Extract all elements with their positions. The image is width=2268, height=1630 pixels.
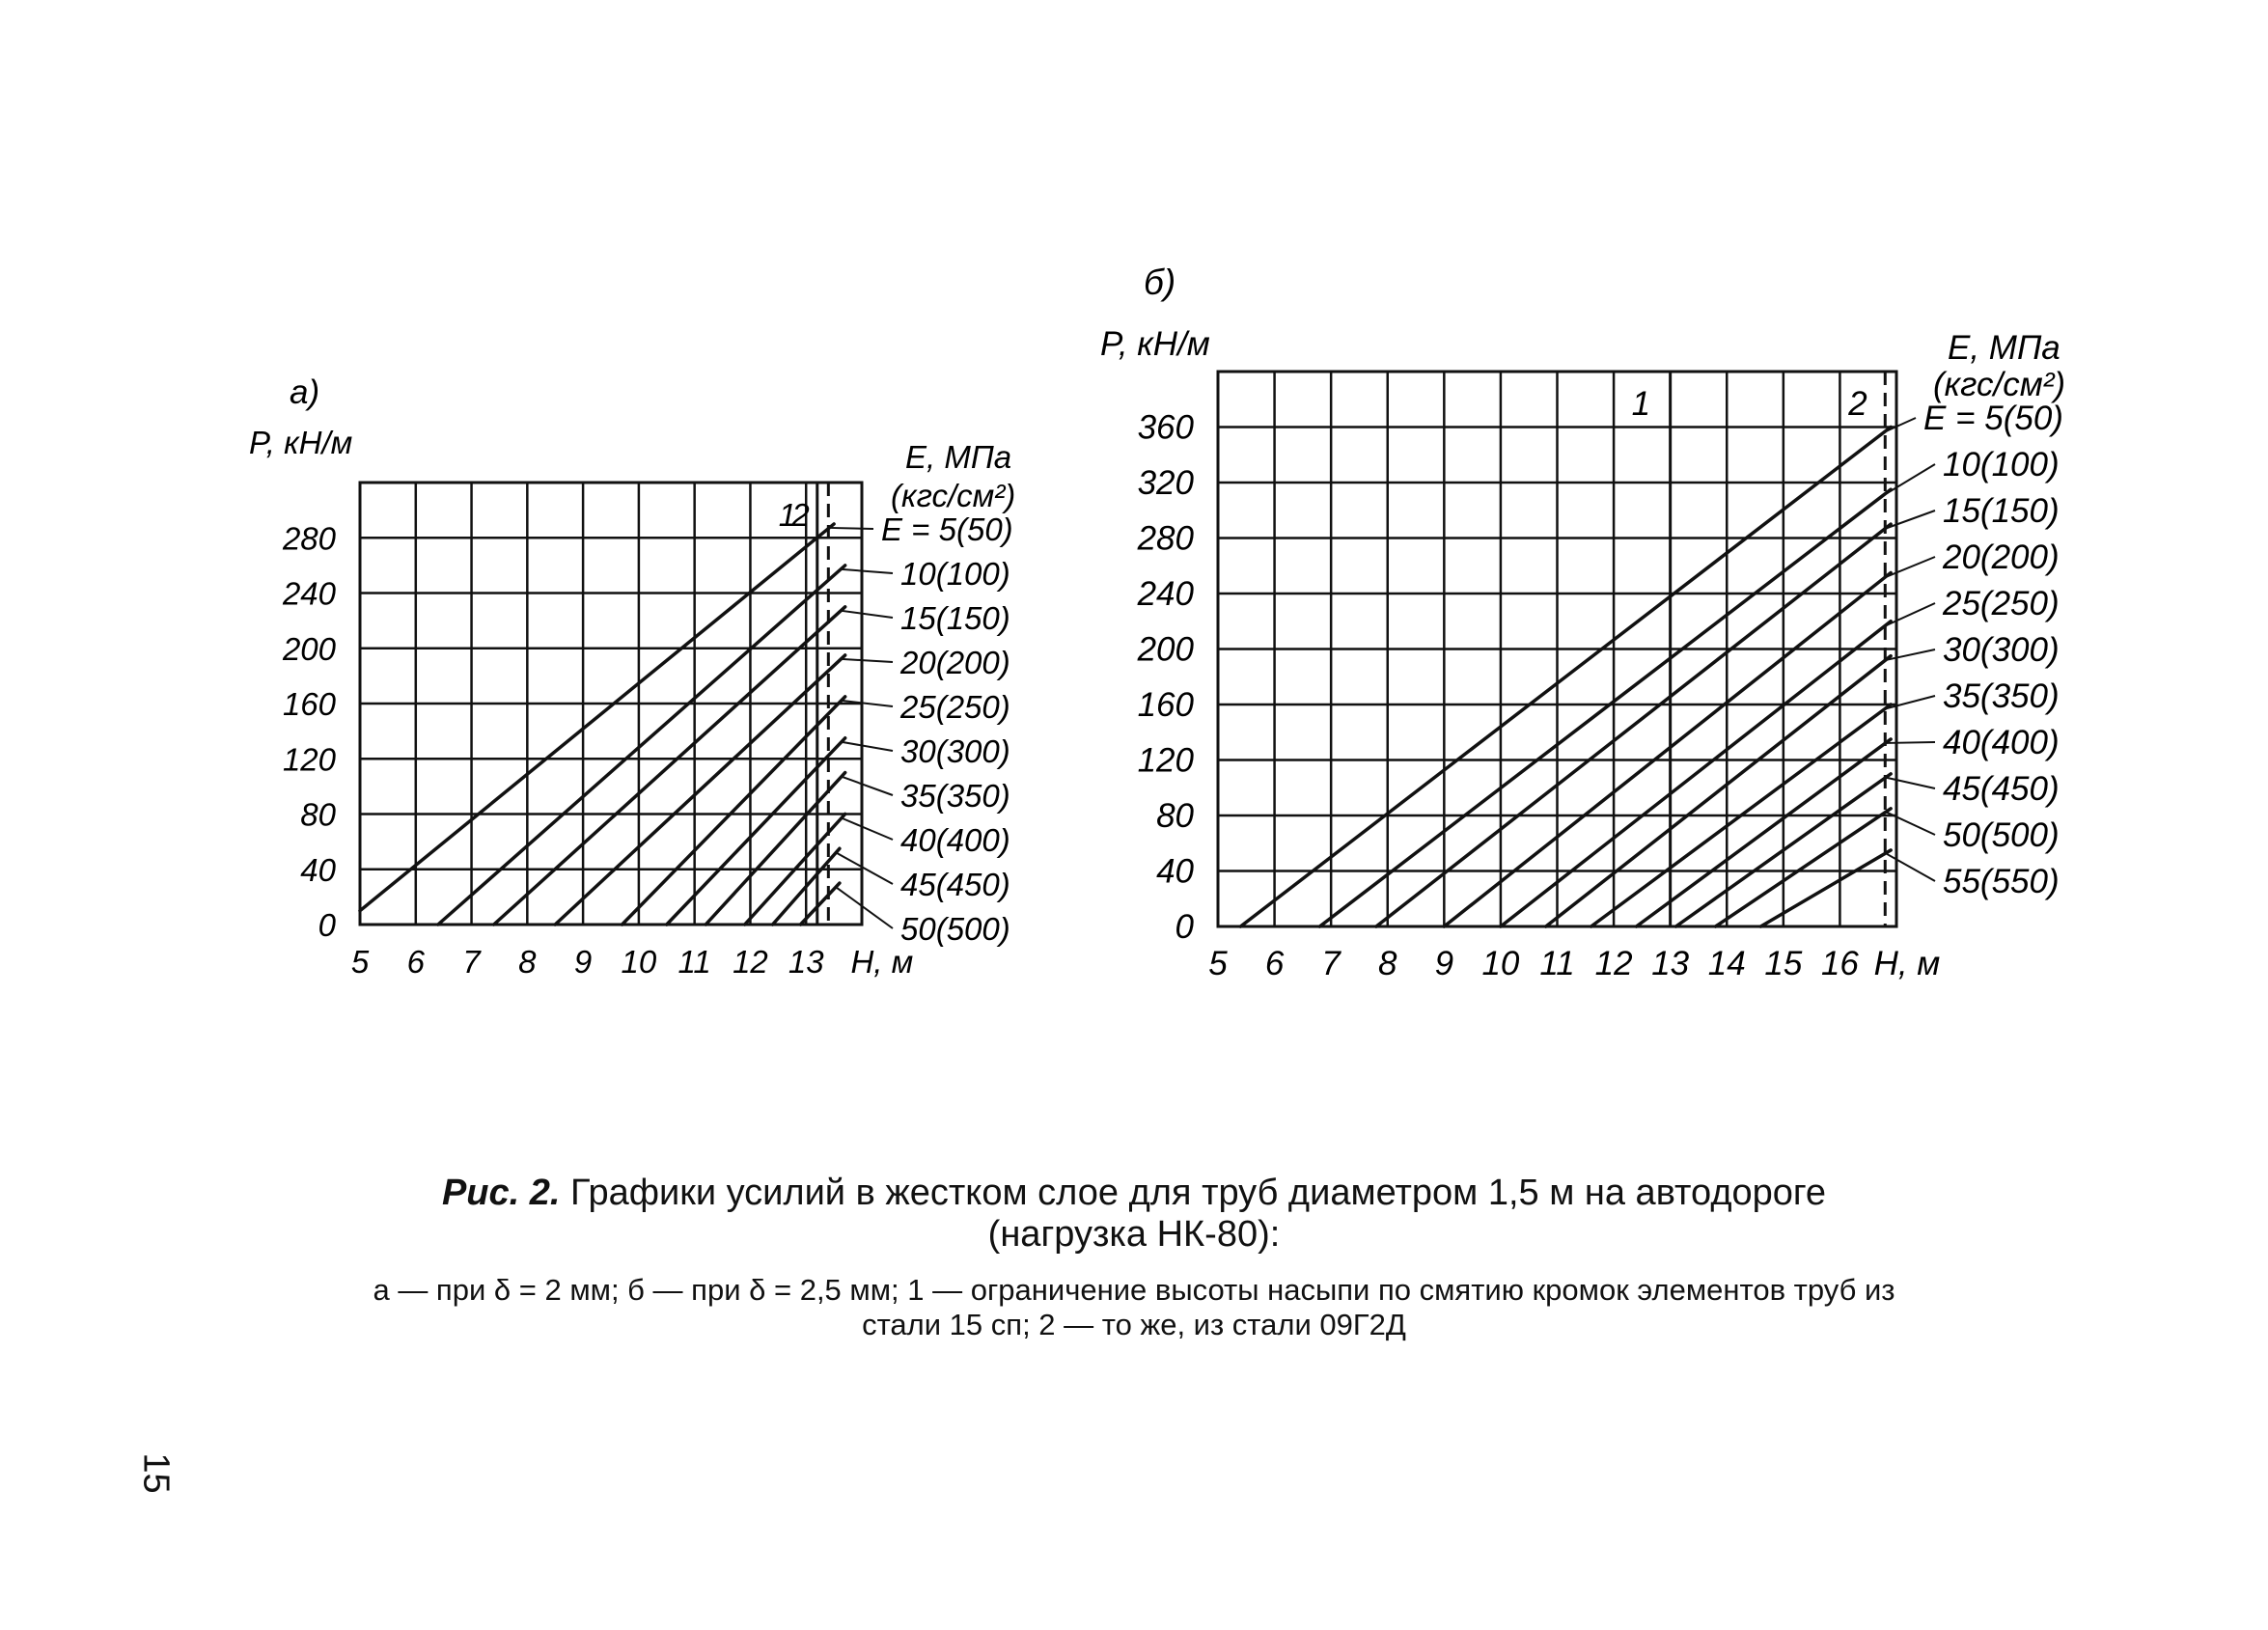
panel-b-y-tick-label: 120: [1137, 741, 1194, 780]
panel-b-series-line: [1240, 428, 1891, 927]
panel-a-y-tick-label: 280: [282, 520, 336, 557]
figure-caption: [0, 1173, 2268, 1342]
panel-b-y-tick-label: 40: [1156, 852, 1194, 891]
panel-b-legend-label: 50(500): [1943, 816, 2060, 854]
panel-a-legend-title-line1: Е, МПа: [905, 439, 1012, 475]
panel-b-x-tick-label: 12: [1594, 945, 1633, 982]
panel-b-legend-label: 15(150): [1943, 492, 2060, 530]
caption-legend-line2: стали 15 сп; 2 — то же, из стали 09Г2Д: [862, 1308, 1406, 1341]
panel-b-y-tick-label: 80: [1156, 797, 1194, 835]
panel-b-legend-label: 45(450): [1943, 770, 2060, 808]
panel-a-y-tick-label: 0: [318, 907, 336, 943]
panel-b-legend-title-line1: Е, МПа: [1948, 329, 2061, 367]
panel-a-x-tick-label: 12: [733, 944, 768, 980]
panel-b-y-tick-label: 160: [1137, 686, 1194, 724]
panel-b-x-tick-label: 13: [1651, 945, 1690, 982]
page-number: 15: [135, 1452, 177, 1494]
panel-b-x-tick-label: 5: [1208, 945, 1228, 982]
panel-a-series-line: [360, 524, 834, 911]
panel-b-limit-label-2: 2: [1848, 385, 1867, 423]
panel-b-series-line: [1760, 850, 1891, 926]
panel-b-legend-title-line2: (кгс/см²): [1933, 366, 2066, 403]
panel-b-x-tick-label: 7: [1321, 945, 1341, 982]
panel-b-x-tick-label: 15: [1764, 945, 1803, 982]
panel-a-x-tick-label: 9: [573, 944, 593, 980]
panel-b-series-line: [1319, 489, 1891, 926]
panel-a-legend-label: 35(350): [900, 778, 1010, 814]
panel-a-limit-label-2: 2: [791, 497, 810, 533]
panel-a-y-tick-label: 120: [282, 741, 336, 778]
panel-a-x-tick-label: 10: [621, 944, 657, 980]
panel-a-legend-leader: [842, 569, 893, 573]
caption-label: Рис. 2.: [441, 1173, 561, 1213]
panel-a-y-tick-label: 80: [300, 796, 336, 833]
panel-b-x-tick-label: 10: [1481, 945, 1520, 982]
panel-b-x-tick-label: 16: [1820, 945, 1859, 982]
caption-legend-line1: а — при δ = 2 мм; б — при δ = 2,5 мм; 1 — ограничение высоты насыпи по смятию кромок элементов труб из: [373, 1273, 1895, 1307]
panel-b-series-line: [1444, 572, 1891, 926]
panel-a-x-tick-label: 11: [678, 944, 711, 980]
panel-a-legend-leader: [842, 742, 893, 751]
panel-b-x-tick-label: 6: [1264, 945, 1285, 982]
panel-a-x-tick-label: 8: [518, 944, 537, 980]
panel-a-series-line: [555, 655, 844, 925]
panel-a-legend-leader: [842, 818, 893, 841]
panel-a-y-tick-label: 240: [282, 575, 336, 612]
panel-a-x-tick-label: 13: [788, 944, 824, 980]
panel-a-x-tick-label: 5: [350, 944, 370, 980]
panel-a-y-tick-label: 200: [282, 630, 336, 667]
panel-b-limit-label-1: 1: [1631, 385, 1651, 423]
panel-a-x-axis-label: Н, м: [850, 944, 914, 980]
panel-b-legend-leader: [1887, 696, 1935, 708]
panel-b-legend-label: 35(350): [1943, 677, 2060, 715]
panel-a-legend-label: 30(300): [900, 733, 1010, 769]
panel-b-legend-leader: [1887, 603, 1935, 625]
panel-b-legend-leader: [1887, 742, 1935, 743]
panel-b-legend-leader: [1887, 649, 1935, 660]
panel-a-limit-label-1: 1: [778, 497, 797, 533]
caption-title-line2: (нагрузка НК-80):: [987, 1214, 1281, 1255]
panel-b-legend-label: Е = 5(50): [1923, 400, 2063, 437]
panel-b-legend-leader: [1887, 778, 1935, 788]
panel-b-legend-label: 30(300): [1943, 631, 2060, 669]
panel-b-legend-leader: [1887, 854, 1935, 881]
panel-b-x-axis-label: Н, м: [1873, 945, 1941, 982]
panel-b-legend-leader: [1887, 813, 1935, 835]
panel-b-legend-label: 25(250): [1943, 585, 2060, 622]
panel-b-y-tick-label: 240: [1137, 575, 1194, 613]
caption-title-text: Графики усилий в жестком слое для труб диаметром 1,5 м на автодороге: [570, 1173, 1827, 1213]
panel-b-legend-leader: [1887, 557, 1935, 576]
panel-b-x-tick-label: 11: [1539, 945, 1575, 982]
panel-b-y-tick-label: 200: [1137, 630, 1194, 669]
panel-a-legend-leader: [836, 887, 893, 928]
panel-a-y-axis-label: P, кН/м: [249, 425, 353, 460]
panel-b-series-line: [1376, 524, 1891, 926]
panel-b-legend-label: 20(200): [1943, 539, 2060, 576]
panel-b-y-tick-label: 0: [1175, 908, 1194, 946]
panel-a-legend-label: 40(400): [900, 822, 1010, 858]
panel-a-legend-label: 50(500): [900, 911, 1010, 947]
panel-a-x-tick-label: 6: [406, 944, 425, 980]
panel-a-series-line: [438, 566, 845, 925]
panel-b-y-tick-label: 280: [1137, 519, 1194, 558]
panel-a-legend-label: 25(250): [900, 689, 1010, 725]
panel-b-x-tick-label: 8: [1378, 945, 1397, 982]
panel-b-x-tick-label: 14: [1707, 945, 1746, 982]
panel-a-legend-leader: [830, 528, 873, 529]
panel-b-y-tick-label: 320: [1137, 464, 1194, 502]
panel-a-legend-title-line2: (кгс/см²): [891, 478, 1016, 513]
panel-b-legend-label: 55(550): [1943, 863, 2060, 900]
panel-b-legend-leader: [1887, 418, 1916, 431]
panel-b-legend-leader: [1887, 464, 1935, 493]
panel-a-legend-label: 45(450): [900, 867, 1010, 902]
panel-b-y-axis-label: P, кН/м: [1100, 325, 1210, 363]
caption-title-line1: [0, 1173, 2268, 1214]
panel-a-y-tick-label: 40: [300, 851, 336, 888]
panel-a-legend-leader: [842, 611, 893, 618]
panel-a-legend-label: 10(100): [900, 556, 1010, 592]
panel-b-legend-label: 40(400): [1943, 724, 2060, 761]
panel-b-panel-label: б): [1144, 262, 1176, 302]
panel-a-legend-leader: [842, 659, 893, 662]
panel-a-panel-label: а): [290, 373, 320, 411]
panel-a-y-tick-label: 160: [282, 686, 336, 722]
panel-a-legend-leader: [842, 777, 893, 795]
panel-b-legend-label: 10(100): [1943, 446, 2060, 483]
panel-b-y-tick-label: 360: [1137, 408, 1194, 447]
panel-a-legend-label: Е = 5(50): [881, 511, 1013, 547]
panel-a-x-tick-label: 7: [462, 944, 481, 980]
panel-a-legend-label: 20(200): [900, 645, 1010, 680]
panel-b-x-tick-label: 9: [1434, 945, 1454, 982]
panel-a-legend-label: 15(150): [900, 600, 1010, 636]
panel-b-legend-leader: [1887, 511, 1935, 528]
